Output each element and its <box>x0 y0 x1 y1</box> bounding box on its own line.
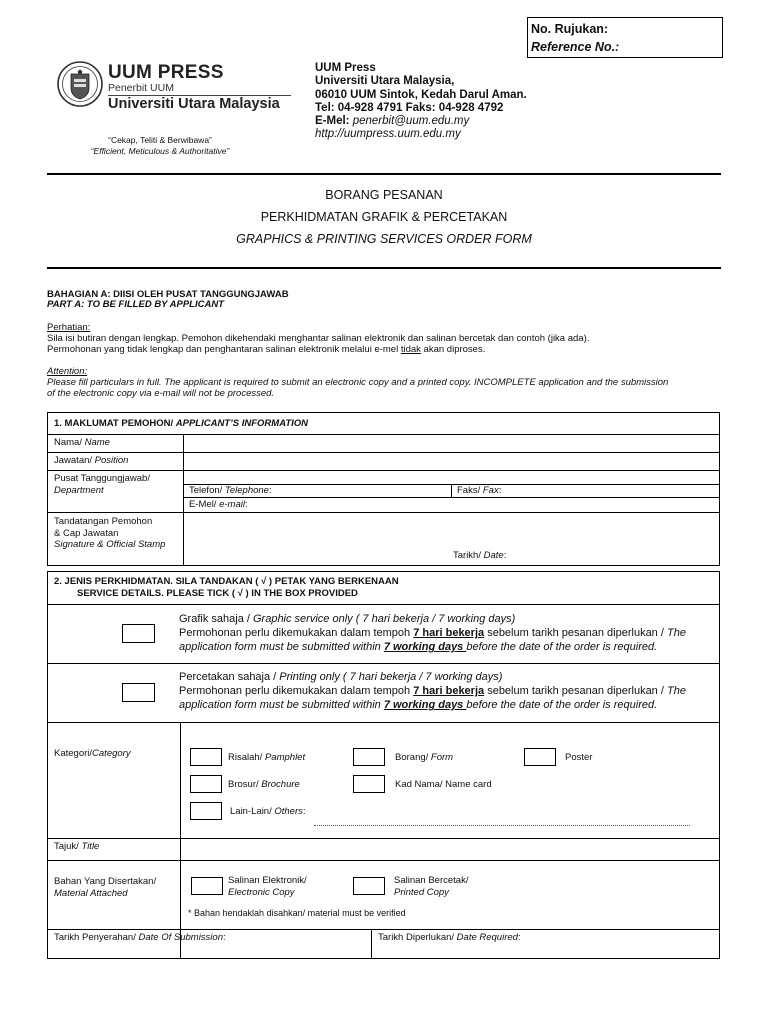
brand-subtitle: Penerbit UUM <box>108 82 174 94</box>
title-label: Tajuk/ Title <box>54 841 100 852</box>
others-checkbox[interactable] <box>190 802 222 820</box>
verify-note: * Bahan hendaklah disahkan/ material must be verified <box>188 908 406 918</box>
divider <box>48 722 719 723</box>
divider <box>451 484 452 497</box>
others-field[interactable] <box>314 825 690 826</box>
tagline-en: “Efficient, Meticulous & Authoritative” <box>90 146 230 156</box>
graphic-service-option: Grafik sahaja / Graphic service only ( 7 hari bekerja / 7 working days) Permohonan perlu dikemukakan dalam tempoh 7 hari bekerja sebelum tarikh pesanan diperlukan / The application form must be submitted within 7 working days before the date of the order is required. <box>179 613 686 653</box>
address-website[interactable]: http://uumpress.uum.edu.my <box>315 128 461 141</box>
address-line2: 06010 UUM Sintok, Kedah Darul Aman. <box>315 88 527 101</box>
category-label: Kategori/Category <box>54 748 131 759</box>
uum-seal-icon <box>57 58 103 110</box>
section1-heading-en: APPLICANT’S INFORMATION <box>175 418 309 429</box>
name-field[interactable] <box>184 435 719 452</box>
address-email[interactable]: penerbit@uum.edu.my <box>352 115 470 128</box>
electronic-copy-checkbox[interactable] <box>191 877 223 895</box>
department-field[interactable] <box>184 471 719 484</box>
header-rule <box>47 173 721 175</box>
signature-label: Tandatangan Pemohon & Cap Jawatan Signature & Official Stamp <box>54 516 166 550</box>
attention-en <box>47 366 721 399</box>
notice-not: tidak <box>400 344 421 355</box>
others-label: Lain-Lain/ Others: <box>230 806 306 817</box>
notice-ms <box>47 322 721 355</box>
notice-line2-end: akan diproses. <box>420 344 486 355</box>
position-field[interactable] <box>184 453 719 470</box>
address-email-label: E-Mel: <box>315 115 353 128</box>
date-label: Tarikh/ Date: <box>453 550 507 561</box>
section1-heading <box>54 418 308 430</box>
divider <box>48 929 719 930</box>
electronic-copy-label: Salinan Elektronik/ Electronic Copy <box>228 875 307 898</box>
name-card-label: Kad Nama/ Name card <box>395 779 492 790</box>
divider <box>371 929 372 958</box>
reference-label-ms: No. Rujukan: <box>531 22 609 36</box>
attention-line1: Please fill particulars in full. The applicant is required to submit an electronic copy and a printed copy. INCOMPLETE application and the submission <box>47 377 669 388</box>
printing-service-checkbox[interactable] <box>122 683 155 702</box>
pamphlet-label: Risalah/ Pamphlet <box>228 752 306 763</box>
submission-date-label: Tarikh Penyerahan/ Date Of Submission: <box>54 932 226 943</box>
printing-service-option: Percetakan sahaja / Printing only ( 7 hari bekerja / 7 working days) Permohonan perlu dikemukakan dalam tempoh 7 hari bekerja sebelum tarikh pesanan diperlukan / The application form must be submitted within 7 working days before the date of the order is required. <box>179 671 686 711</box>
form-checkbox[interactable] <box>353 748 385 766</box>
graphic-service-checkbox[interactable] <box>122 624 155 643</box>
printed-copy-label: Salinan Bercetak/ Printed Copy <box>394 875 469 898</box>
position-label: Jawatan/ Position <box>54 455 129 466</box>
notice-label: Perhatian: <box>47 322 91 333</box>
uum-press-logo <box>57 58 297 118</box>
section1-heading-ms: 1. MAKLUMAT PEMOHON/ <box>54 418 176 429</box>
name-label: Nama/ Name <box>54 437 110 448</box>
material-attached-label: Bahan Yang Disertakan/ Material Attached <box>54 876 157 899</box>
poster-label: Poster <box>565 752 593 763</box>
attention-line2: of the electronic copy via e-mail will not be processed. <box>47 388 275 399</box>
form-label: Borang/ Form <box>395 752 454 763</box>
form-title-service: PERKHIDMATAN GRAFIK & PERCETAKAN <box>260 210 508 224</box>
section2-heading-en: SERVICE DETAILS. PLEASE TICK ( √ ) IN THE BOX PROVIDED <box>77 587 358 599</box>
attention-label: Attention: <box>47 366 88 377</box>
required-date-label: Tarikh Diperlukan/ Date Required: <box>378 932 521 943</box>
service-details-table <box>47 571 720 959</box>
pamphlet-checkbox[interactable] <box>190 748 222 766</box>
divider <box>48 860 719 861</box>
email-label: E-Mel/ e-mail: <box>189 499 248 510</box>
address-phone: Tel: 04-928 4791 Faks: 04-928 4792 <box>315 101 504 114</box>
poster-checkbox[interactable] <box>524 748 556 766</box>
brochure-checkbox[interactable] <box>190 775 222 793</box>
divider <box>48 604 719 605</box>
telephone-label: Telefon/ Telephone: <box>189 485 272 496</box>
signature-field[interactable] <box>184 513 719 565</box>
printed-copy-checkbox[interactable] <box>353 877 385 895</box>
reference-label-en: Reference No.: <box>531 40 620 54</box>
part-a-heading-en: PART A: TO BE FILLED BY APPLICANT <box>47 299 224 310</box>
notice-line1: Sila isi butiran dengan lengkap. Pemohon dikehendaki menghantar salinan elektronik dan salinan bercetak dan contoh (jika ada). <box>47 333 590 344</box>
title-field[interactable] <box>181 839 719 860</box>
section2-heading-ms: 2. JENIS PERKHIDMATAN. SILA TANDAKAN ( √ ) PETAK YANG BERKENAAN <box>54 576 399 587</box>
form-title-ms: BORANG PESANAN <box>325 188 443 202</box>
form-title-en: GRAPHICS & PRINTING SERVICES ORDER FORM <box>236 232 532 246</box>
address-line1: Universiti Utara Malaysia, <box>315 75 455 88</box>
publisher-address <box>315 62 527 142</box>
reference-box <box>527 17 723 58</box>
brand-name: UUM PRESS <box>108 62 224 83</box>
university-name: Universiti Utara Malaysia <box>108 96 280 112</box>
part-a-heading-ms: BAHAGIAN A: DIISI OLEH PUSAT TANGGUNGJAWAB <box>47 289 289 300</box>
title-rule <box>47 267 721 269</box>
brochure-label: Brosur/ Brochure <box>228 779 300 790</box>
tagline-ms: “Cekap, Teliti & Berwibawa” <box>108 135 212 145</box>
divider <box>48 663 719 664</box>
divider <box>183 497 719 498</box>
department-label: Pusat Tanggungjawab/ Department <box>54 473 150 496</box>
notice-line2: Permohonan yang tidak lengkap dan penghantaran salinan elektronik melalui e-mel <box>47 344 401 355</box>
address-name: UUM Press <box>315 62 376 74</box>
applicant-info-table <box>47 412 720 566</box>
section2-heading <box>54 576 399 599</box>
fax-label: Faks/ Fax: <box>457 485 502 496</box>
name-card-checkbox[interactable] <box>353 775 385 793</box>
